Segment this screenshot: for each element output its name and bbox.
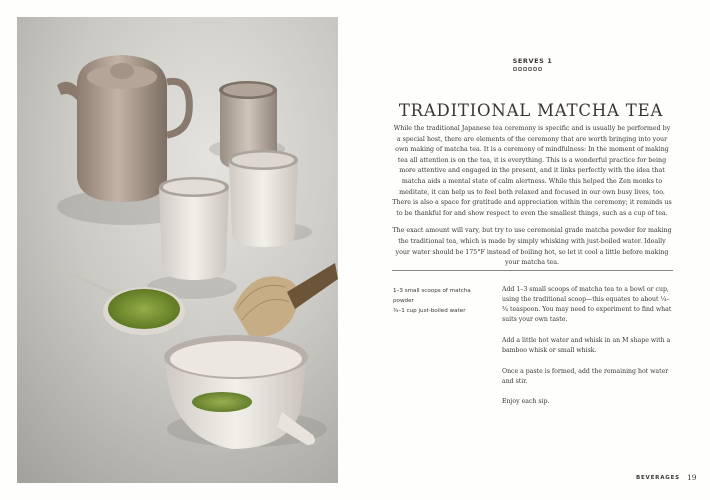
section-footer-label: BEVERAGES bbox=[636, 475, 680, 481]
recipe-title: TRADITIONAL MATCHA TEA bbox=[398, 101, 664, 120]
ingredients-list bbox=[393, 286, 483, 316]
decorative-dots bbox=[513, 67, 542, 71]
intro-paragraph: The exact amount will vary, but try to use ceremonial grade matcha powder for making the traditional tea, which is made by simply whisking with just-boiled water. Ideally your water should be 175°F instead of boiling hot, so let it cool a little before making your matcha tea. bbox=[392, 227, 672, 267]
method-step: Enjoy each sip. bbox=[502, 398, 550, 406]
ingredient-item: 1–3 small scoops of matcha powder bbox=[393, 288, 471, 304]
section-divider bbox=[392, 270, 673, 271]
method-steps bbox=[502, 285, 674, 418]
intro-paragraph: While the traditional Japanese tea ceremony is specific and is usually be performed by a special host, there are elements of the ceremony that are worth bringing into your own making of matcha tea. It is a ceremony of mindfulness: In the moment of making tea all attention is on the tea, it is everything. This is a wonderful practice for being more attentive and engaged in the present, and it links perfectly with the idea that matcha aids a mental state of calm alertness. While this helped the Zen monks to meditate, it can help us to feel both relaxed and focused in our own busy lives, too. There is also a space for gratitude and appreciation within the ceremony; it reminds us to be thankful for and show respect to even the smallest things, such as a cup of tea. bbox=[392, 125, 672, 217]
serves-label: SERVES 1 bbox=[512, 57, 553, 65]
method-step: Add a little hot water and whisk in an M shape with a bamboo whisk or small whisk. bbox=[502, 336, 671, 354]
recipe-intro bbox=[392, 124, 672, 276]
page-number: 19 bbox=[687, 473, 697, 482]
method-step: Once a paste is formed, add the remaining hot water and stir. bbox=[502, 367, 669, 385]
ingredient-item: ¾–1 cup just-boiled water bbox=[393, 308, 466, 314]
matcha-still-life-photo bbox=[17, 17, 338, 483]
method-step: Add 1–3 small scoops of matcha tea to a bowl or cup, using the traditional scoop—this equates to about ¼–¾ teaspoon. You may need to experiment to find what suits your own taste. bbox=[502, 286, 672, 324]
